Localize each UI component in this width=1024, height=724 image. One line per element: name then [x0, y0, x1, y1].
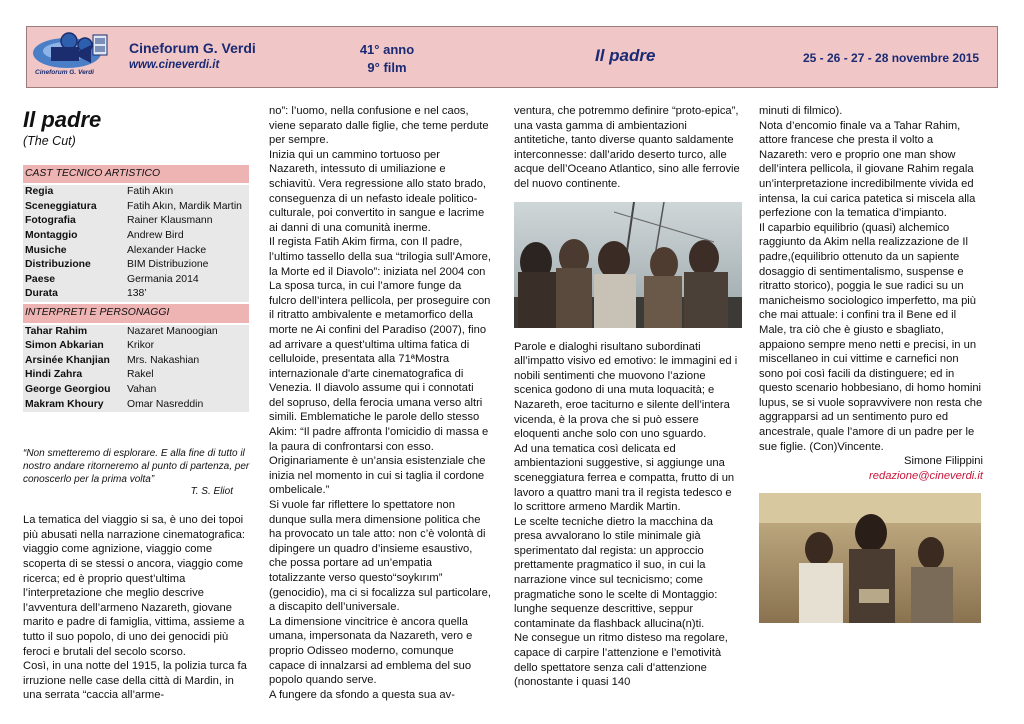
cast-row: Simon Abkarian Krikor: [23, 339, 249, 354]
column-1: [23, 100, 251, 703]
cast-row: Makram Khoury Omar Nasreddin: [23, 398, 249, 413]
column-2: [269, 104, 491, 702]
author-signature: Simone Filippini: [904, 455, 983, 468]
paragraph: A fungere da sfondo a questa sua av-: [269, 688, 455, 701]
header-film-title: Il padre: [595, 46, 656, 65]
cast-row: Arsinée Khanjian Mrs. Nakashian: [23, 354, 249, 369]
paragraph: Ne consegue un ritmo disteso ma regolare, capace di carpire l’attenzione e l’emotività dello spettatore senza cali d’attenzione (nonostante i quasi 140: [514, 632, 728, 689]
credit-row: Sceneggiatura Fatih Akın, Mardik Martin: [23, 200, 249, 215]
credit-row: Musiche Alexander Hacke: [23, 244, 249, 259]
quote-author: T. S. Eliot: [190, 486, 233, 498]
paragraph: Inizia qui un cammino tortuoso per Nazareth, intessuto di umiliazione e schiavitù. Vera regressione allo stato brado, conseguenza di un nefasto ideale politico-culturale, poi convertito in sangue e lacrime ai danni di una comunità inerme.: [269, 148, 487, 234]
website-link[interactable]: www.cineverdi.it: [129, 59, 220, 71]
credit-row: Distribuzione BIM Distribuzione: [23, 258, 249, 273]
paragraph: Così, in una notte del 1915, la polizia turca fa irruzione nelle case della città di Mardin, in una serrata “caccia all’arme-: [23, 660, 247, 702]
credit-row: Fotografia Rainer Klausmann: [23, 214, 249, 229]
original-title: (The Cut): [23, 134, 76, 148]
epigraph-quote: [23, 448, 251, 499]
tech-cast-heading: CAST TECNICO ARTISTICO: [23, 165, 249, 184]
screening-dates: 25 - 26 - 27 - 28 novembre 2015: [803, 51, 980, 65]
film-title: Il padre: [23, 107, 102, 132]
paragraph: Nota d’encomio finale va a Tahar Rahim, attore francese che presta il volto a Nazareth: vero e proprio one man show dell’intera pellicola, il giovane Rahim regala un’interpretazione incredibilmente vivida ed intensa, la cui carica patetica si miscela alla perfezione con la tematica d’impianto.: [759, 119, 976, 220]
quote-text: “Non smetteremo di esplorare. E alla fine di tutto il nostro andare ritorneremo al punto di partenza, per conoscerlo per la prima volta”: [23, 448, 250, 485]
paragraph: Il caparbio equilibrio (quasi) alchemico raggiunto da Akim nella realizzazione de Il padre,(equilibrio ottenuto da un sapiente dosaggio di sentimentalismo, suspense e ritratto storico), poggia le sue radici su un manicheismo sociologico imperfetto, ma più che mai attuale: i confini tra il Bene ed il Male, tra ciò che è giusto e sbagliato, appaiono sempre meno netti e precisi, in un miscellaneo in cui vittime e carnefici non sono poi così facili da distinguere; ed in questo scenario hobbesiano, di homo homini lupus, se si vuole sopravvivere non resta che aggrapparsi ad un sentimento puro ed ancestrale, quale l’amore di un padre per le sue figlie. (Con)Vincente.: [759, 221, 983, 453]
credit-row: Montaggio Andrew Bird: [23, 229, 249, 244]
paragraph: no”: l’uomo, nella confusione e nel caos, viene separato dalle figlie, che teme perdute per sempre.: [269, 105, 489, 147]
paragraph: ventura, che potremmo definire “proto-epica”, una vasta gamma di ambientazioni antitetiche, tanto diverse quanto saldamente interconnesse: dall’arido deserto turco, alle acque dell’Oceano Atlantico, sino alle ferrovie del nuovo continente.: [514, 105, 740, 190]
paragraph: minuti di filmico).: [759, 105, 843, 117]
film-still-ship-photo: [514, 202, 742, 328]
season-info: [357, 41, 417, 77]
cast-heading: INTERPRETI E PERSONAGGI: [23, 304, 249, 323]
credit-row: Paese Germania 2014: [23, 273, 249, 288]
credit-row: Durata 138’: [23, 287, 249, 302]
logo-caption: Cineforum G. Verdi: [35, 69, 94, 76]
column-3: [514, 104, 742, 690]
paragraph: Il regista Fatih Akim firma, con Il padre, l’ultimo tassello della sua “trilogia sull’Amore, la Morte ed il Diavolo”: iniziata nel 2004 con La sposa turca, in cui l’amore funge da fulcro dell’intera pellicola, per proseguire con il ritratto ambivalente e metamorfico della morte ne Ai confini del Paradiso (2007), fino ad arrivare a quest’ultima ultima fatica di celluloide, presentata alla 71ªMostra internazionale d'arte cinematografica di Venezia. Il diavolo assume qui i connotati del sopruso, della ferocia umana verso altri simili. Emblematiche le parole dello stesso Akim: “Il padre affronta l’omicidio di massa e la paura di confrontarsi con esso. Originariamente è un’ansia esistenziale che inizia nel momento in cui si taglia il cordone ombelicale.”: [269, 236, 491, 497]
paragraph: Ad una tematica così delicata ed ambientazioni suggestive, si aggiunge una sceneggiatura ferrea e compatta, frutto di un lavoro a quattro mani tra il regista tedesco e lo scrittore armeno Mardik Martin.: [514, 442, 735, 514]
paragraph: La tematica del viaggio si sa, è uno dei topoi più abusati nella narrazione cinematografica: viaggio come agnizione, viaggio come scoperta di se stessi o ancora, viaggio come ricerca; ed è proprio quest’ultima l’interpretazione che meglio descrive l’avventura dell’armeno Nazareth, giovane marito e padre di famiglia, vittima, assieme a tutto il suo popolo, di uno dei genocidi più feroci e brutali del secolo scorso.: [23, 514, 246, 658]
film-still-family-photo: [759, 493, 981, 623]
cast-row: Tahar Rahim Nazaret Manoogian: [23, 325, 249, 340]
paragraph: La dimensione vincitrice è ancora quella umana, impersonata da Nazareth, vero e proprio Odisseo moderno, comunque capace di innalzarsi ad emblema del suo popolo quando serve.: [269, 615, 473, 687]
paragraph: Si vuole far riflettere lo spettatore non dunque sulla mera dimensione politica che ha provocato un tale atto: non c’è volontà di dipingere un quadro d’insieme esaustivo, che possa portare ad un’empatia totalizzante verso questo“soykırım” (genocidio), ma ci si focalizza sul particolare, a discapito dell’universale.: [269, 499, 491, 614]
article-text-col1: [23, 513, 251, 703]
cast-row: Hindi Zahra Rakel: [23, 368, 249, 383]
cast-row: George Georgiou Vahan: [23, 383, 249, 398]
cineforum-logo-icon: [29, 29, 125, 85]
column-4: [759, 104, 983, 623]
paragraph: Parole e dialoghi risultano subordinati all’impatto visivo ed emotivo: le immagini ed i nobili sentimenti che muovono l’azione scenica godono di una muta loquacità; e Nazareth, eroe taciturno e silente dell’intera vicenda, è la prova che si può essere eloquenti anche solo con uno sguardo.: [514, 340, 738, 441]
organization-name: Cineforum G. Verdi: [129, 40, 256, 56]
contact-email-link[interactable]: redazione@cineverdi.it: [869, 469, 983, 482]
header-banner: [26, 26, 998, 88]
film-number: 9° film: [367, 60, 407, 75]
paragraph: Le scelte tecniche dietro la macchina da presa avvalorano lo stile minimale già sperimentato dal regista: un approccio prettamente pragmatico il suo, in cui la narrazione vince sul tecnicismo; come pragmatiche sono le scelte di Montaggio: lunghe sequenze descrittive, seppur contaminate da flashback allucina(n)ti.: [514, 515, 718, 630]
season-year: 41° anno: [359, 42, 415, 57]
credits-table: [23, 165, 249, 413]
credit-row: Regia Fatih Akın: [23, 185, 249, 200]
